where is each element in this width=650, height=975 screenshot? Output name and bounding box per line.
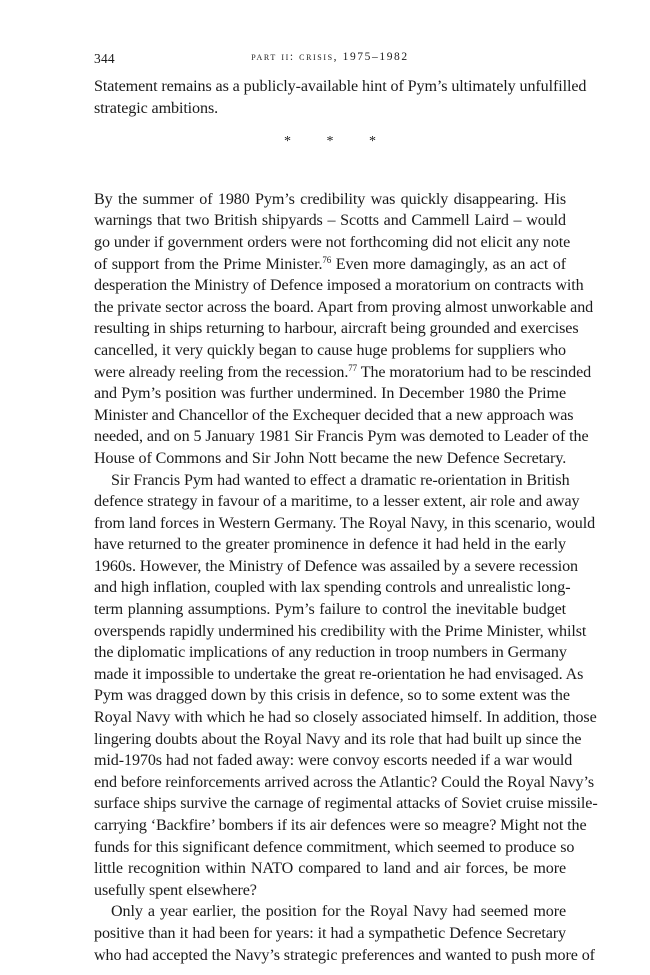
text-line: positive than it had been for years: it had a sympathetic Defence Secretary — [94, 924, 566, 942]
text-line: desperation the Ministry of Defence imposed a moratorium on contracts with — [94, 277, 584, 295]
text-line: have returned to the greater prominence in defence it had held in the early — [94, 536, 566, 554]
page-header — [94, 51, 566, 71]
text-line: defence strategy in favour of a maritime, to a lesser extent, air role and away — [94, 493, 580, 511]
text-line: resulting in ships returning to harbour, aircraft being grounded and exercises — [94, 320, 579, 338]
text-line: who had accepted the Navy’s strategic preferences and wanted to push more of — [94, 946, 595, 964]
text-segment: The moratorium had to be rescinded — [357, 363, 592, 381]
section-break: * * * — [284, 134, 392, 150]
text-line: Only a year earlier, the position for the Royal Navy had seemed more — [111, 903, 566, 921]
text-line: Pym was dragged down by this crisis in defence, so to some extent was the — [94, 687, 570, 705]
text-line: cancelled, it very quickly began to cause huge problems for suppliers who — [94, 341, 566, 359]
text-line: Sir Francis Pym had wanted to effect a dramatic re-orientation in British — [111, 471, 570, 489]
text-line: House of Commons and Sir John Nott became the new Defence Secretary. — [94, 449, 567, 467]
footnote-marker[interactable]: 77 — [348, 362, 358, 373]
text-line — [94, 362, 592, 384]
text-line: and high inflation, coupled with lax spending controls and unrealistic long- — [94, 579, 571, 597]
text-line: little recognition within NATO compared to land and air forces, be more — [94, 860, 566, 878]
text-line — [94, 254, 566, 276]
text-line: 1960s. However, the Ministry of Defence was assailed by a severe recession — [94, 557, 578, 575]
text-segment: were already reeling from the recession. — [94, 363, 349, 381]
text-line: usefully spent elsewhere? — [94, 881, 257, 899]
text-segment: of support from the Prime Minister. — [94, 255, 323, 273]
text-line: and Pym’s position was further undermined. In December 1980 the Prime — [94, 385, 566, 403]
text-line: the diplomatic implications of any reduction in troop numbers in Germany — [94, 644, 567, 662]
text-line: term planning assumptions. Pym’s failure to control the inevitable budget — [94, 601, 566, 619]
text-line: mid-1970s had not faded away: were convoy escorts needed if a war would — [94, 752, 573, 770]
text-line: strategic ambitions. — [94, 99, 219, 117]
page-number: 344 — [94, 51, 115, 66]
text-line: Statement remains as a publicly-available hint of Pym’s ultimately unfulfilled — [94, 78, 587, 95]
text-segment: Even more damagingly, as an act of — [331, 255, 566, 273]
footnote-marker[interactable]: 76 — [322, 254, 332, 265]
text-line: Royal Navy with which he had so closely associated himself. In addition, those — [94, 709, 597, 727]
text-line: funds for this significant defence commitment, which seemed to produce so — [94, 838, 575, 856]
text-line: the private sector across the board. Apart from proving almost unworkable and — [94, 298, 594, 316]
text-line: go under if government orders were not forthcoming did not elicit any note — [94, 233, 571, 251]
page-body — [94, 76, 598, 966]
text-line: made it impossible to undertake the great re-orientation he had envisaged. As — [94, 665, 584, 683]
text-line: surface ships survive the carnage of regimental attacks of Soviet cruise missile- — [94, 795, 598, 813]
text-line: lingering doubts about the Royal Navy and its role that had built up since the — [94, 730, 582, 748]
running-head: part ii: crisis, 1975–1982 — [251, 51, 409, 63]
text-line: Minister and Chancellor of the Exchequer decided that a new approach was — [94, 406, 574, 424]
text-line: overspends rapidly undermined his credibility with the Prime Minister, whilst — [94, 622, 587, 640]
text-line: end before reinforcements arrived across the Atlantic? Could the Royal Navy’s — [94, 773, 594, 791]
text-line: from land forces in Western Germany. The Royal Navy, in this scenario, would — [94, 514, 596, 532]
text-line: By the summer of 1980 Pym’s credibility was quickly disappearing. His — [94, 190, 566, 208]
text-line: warnings that two British shipyards – Scotts and Cammell Laird – would — [94, 212, 566, 230]
text-line: carrying ‘Backfire’ bombers if its air defences were so meagre? Might not the — [94, 817, 587, 834]
text-line: needed, and on 5 January 1981 Sir Francis Pym was demoted to Leader of the — [94, 428, 589, 446]
